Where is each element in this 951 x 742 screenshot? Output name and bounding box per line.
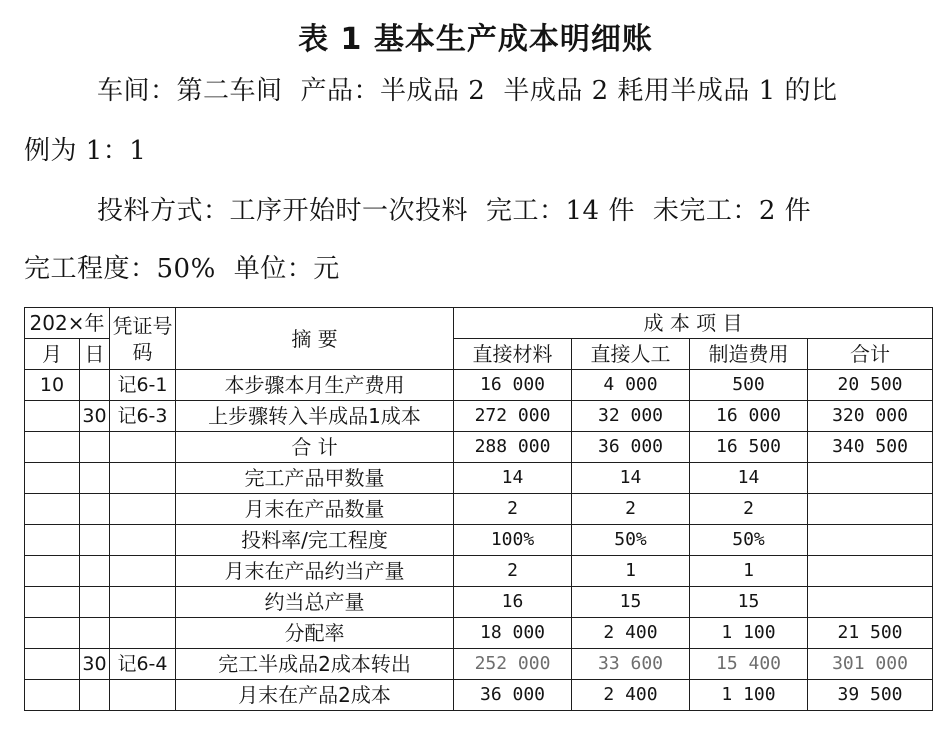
material-cell: 18 000 <box>454 618 572 649</box>
summary-cell: 本步骤本月生产费用 <box>176 370 454 401</box>
voucher-cell <box>110 525 176 556</box>
table-row <box>25 370 933 401</box>
product-text: 产品：半成品 2 <box>300 76 486 106</box>
overhead-cell: 500 <box>690 370 808 401</box>
overhead-cell: 16 500 <box>690 432 808 463</box>
year-header: 202×年 <box>25 308 110 339</box>
month-cell <box>25 463 80 494</box>
month-cell <box>25 525 80 556</box>
voucher-cell <box>110 680 176 711</box>
cost-items-header: 成 本 项 目 <box>454 308 933 339</box>
month-cell <box>25 587 80 618</box>
month-cell <box>25 649 80 680</box>
labor-cell: 14 <box>572 463 690 494</box>
ratio-text-b: 例为 1：1 <box>24 136 147 166</box>
total-cell <box>808 494 933 525</box>
overhead-cell: 1 100 <box>690 680 808 711</box>
summary-cell: 约当总产量 <box>176 587 454 618</box>
material-cell: 252 000 <box>454 649 572 680</box>
total-cell: 21 500 <box>808 618 933 649</box>
voucher-cell <box>110 618 176 649</box>
day-cell <box>80 432 110 463</box>
overhead-cell: 2 <box>690 494 808 525</box>
day-cell <box>80 587 110 618</box>
info-line-3 <box>97 190 811 227</box>
month-cell <box>25 401 80 432</box>
degree-text: 完工程度：50% <box>24 254 216 284</box>
summary-cell: 月末在产品2成本 <box>176 680 454 711</box>
overhead-cell: 14 <box>690 463 808 494</box>
summary-cell: 合 计 <box>176 432 454 463</box>
labor-cell: 1 <box>572 556 690 587</box>
info-line-2 <box>24 130 146 167</box>
overhead-cell: 50% <box>690 525 808 556</box>
cost-ledger-table <box>24 307 933 711</box>
feeding-text: 投料方式：工序开始时一次投料 <box>97 196 469 226</box>
material-cell: 16 <box>454 587 572 618</box>
day-cell <box>80 680 110 711</box>
labor-cell: 15 <box>572 587 690 618</box>
table-row <box>25 401 933 432</box>
total-cell <box>808 525 933 556</box>
summary-cell: 分配率 <box>176 618 454 649</box>
voucher-cell <box>110 494 176 525</box>
total-cell: 39 500 <box>808 680 933 711</box>
summary-cell: 完工半成品2成本转出 <box>176 649 454 680</box>
material-cell: 16 000 <box>454 370 572 401</box>
total-cell: 20 500 <box>808 370 933 401</box>
info-line-4 <box>24 248 340 285</box>
total-cell: 301 000 <box>808 649 933 680</box>
summary-header: 摘 要 <box>176 308 454 370</box>
voucher-cell <box>110 463 176 494</box>
table-row <box>25 463 933 494</box>
voucher-cell <box>110 556 176 587</box>
summary-cell: 月末在产品数量 <box>176 494 454 525</box>
unfinished-text: 未完工：2 件 <box>652 196 812 226</box>
table-row <box>25 587 933 618</box>
voucher-cell <box>110 432 176 463</box>
day-cell <box>80 618 110 649</box>
total-cell <box>808 556 933 587</box>
table-row <box>25 649 933 680</box>
total-cell: 340 500 <box>808 432 933 463</box>
table-row <box>25 494 933 525</box>
overhead-cell: 15 <box>690 587 808 618</box>
labor-cell: 2 <box>572 494 690 525</box>
overhead-header: 制造费用 <box>690 339 808 370</box>
overhead-cell: 1 <box>690 556 808 587</box>
material-header: 直接材料 <box>454 339 572 370</box>
header-row-1 <box>25 308 933 339</box>
total-cell <box>808 463 933 494</box>
day-cell: 30 <box>80 649 110 680</box>
table-row <box>25 432 933 463</box>
month-cell <box>25 680 80 711</box>
month-cell <box>25 494 80 525</box>
total-cell: 320 000 <box>808 401 933 432</box>
material-cell: 36 000 <box>454 680 572 711</box>
day-header: 日 <box>80 339 110 370</box>
labor-cell: 36 000 <box>572 432 690 463</box>
day-cell <box>80 370 110 401</box>
labor-cell: 4 000 <box>572 370 690 401</box>
unit-text: 单位：元 <box>233 254 340 284</box>
material-cell: 288 000 <box>454 432 572 463</box>
day-cell <box>80 494 110 525</box>
month-cell <box>25 556 80 587</box>
labor-cell: 2 400 <box>572 618 690 649</box>
summary-cell: 完工产品甲数量 <box>176 463 454 494</box>
month-header: 月 <box>25 339 80 370</box>
voucher-cell: 记6-3 <box>110 401 176 432</box>
material-cell: 2 <box>454 556 572 587</box>
day-cell <box>80 556 110 587</box>
table-title: 表 1 基本生产成本明细账 <box>298 22 653 57</box>
table-row <box>25 556 933 587</box>
workshop-text: 车间：第二车间 <box>97 76 283 106</box>
labor-cell: 32 000 <box>572 401 690 432</box>
overhead-cell: 16 000 <box>690 401 808 432</box>
day-cell <box>80 463 110 494</box>
finished-text: 完工：14 件 <box>486 196 635 226</box>
month-cell: 10 <box>25 370 80 401</box>
labor-cell: 33 600 <box>572 649 690 680</box>
voucher-header: 凭证号码 <box>110 308 176 370</box>
summary-cell: 月末在产品约当产量 <box>176 556 454 587</box>
material-cell: 100% <box>454 525 572 556</box>
material-cell: 14 <box>454 463 572 494</box>
labor-cell: 2 400 <box>572 680 690 711</box>
summary-cell: 投料率/完工程度 <box>176 525 454 556</box>
material-cell: 272 000 <box>454 401 572 432</box>
total-cell <box>808 587 933 618</box>
info-line-1 <box>97 70 837 107</box>
total-header: 合计 <box>808 339 933 370</box>
labor-header: 直接人工 <box>572 339 690 370</box>
overhead-cell: 15 400 <box>690 649 808 680</box>
table-row <box>25 680 933 711</box>
voucher-cell: 记6-4 <box>110 649 176 680</box>
overhead-cell: 1 100 <box>690 618 808 649</box>
month-cell <box>25 432 80 463</box>
voucher-cell: 记6-1 <box>110 370 176 401</box>
month-cell <box>25 618 80 649</box>
summary-cell: 上步骤转入半成品1成本 <box>176 401 454 432</box>
ratio-text-a: 半成品 2 耗用半成品 1 的比 <box>503 76 838 106</box>
day-cell <box>80 525 110 556</box>
material-cell: 2 <box>454 494 572 525</box>
labor-cell: 50% <box>572 525 690 556</box>
voucher-cell <box>110 587 176 618</box>
table-row <box>25 618 933 649</box>
day-cell: 30 <box>80 401 110 432</box>
table-row <box>25 525 933 556</box>
